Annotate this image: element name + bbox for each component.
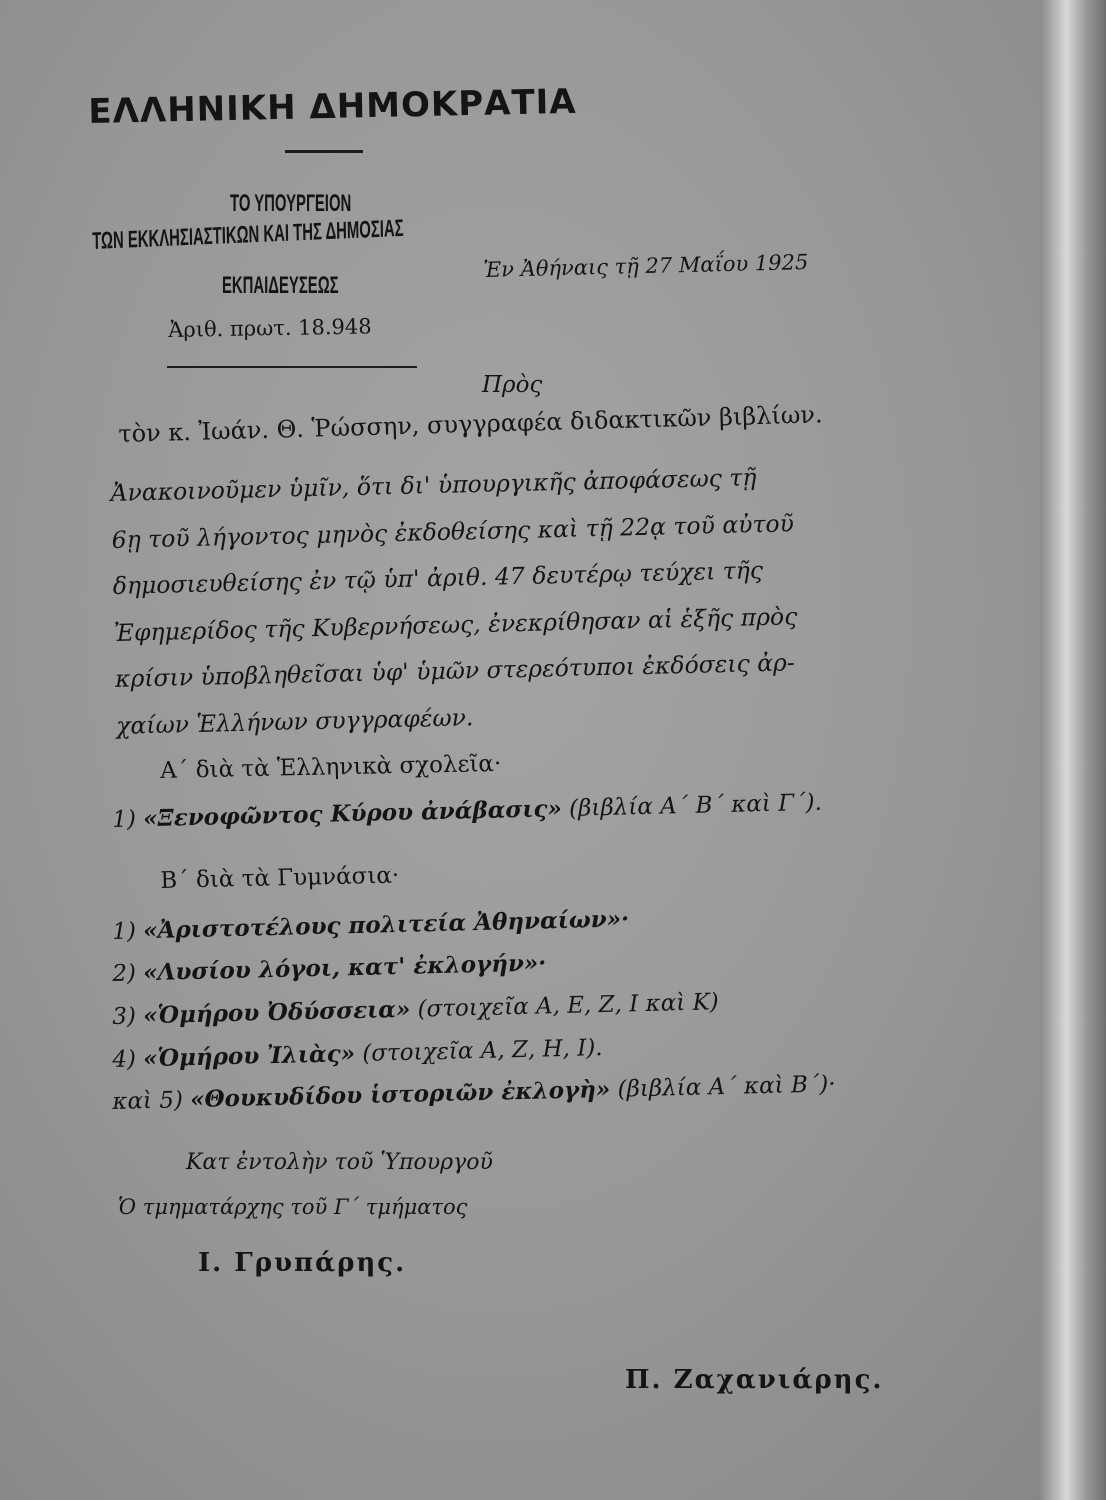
item-number: 4) (112, 1046, 137, 1073)
item-note: (στοιχεῖα Α, Ε, Ζ, Ι καὶ Κ) (417, 989, 720, 1023)
order-line: Κατ ἐντολὴν τοῦ Ὑπουργοῦ (186, 1150, 493, 1175)
body-line: δημοσιευθείσης ἐν τῷ ὑπ' ἀριθ. 47 δευτέρῳ τεύχει τῆς (112, 556, 764, 600)
item-number: καὶ 5) (112, 1087, 184, 1115)
list-item (112, 905, 629, 945)
heading-rule (285, 150, 363, 153)
item-title: «Θουκυδίδου ἱστοριῶν ἐκλογὴ» (189, 1075, 611, 1114)
ministry-line-2: ΤΩΝ ΕΚΚΛΗΣΙΑΣΤΙΚΩΝ ΚΑΙ ΤΗΣ ΔΗΜΟΣΙΑΣ (92, 214, 404, 255)
place-date: Ἐν Ἀθήναις τῇ 27 Μαΐου 1925 (483, 250, 809, 282)
recipient: τὸν κ. Ἰωάν. Θ. Ῥώσσην, συγγραφέα διδακτικῶν βιβλίων. (118, 400, 823, 448)
body-line: 6ῃ τοῦ λήγοντος μηνὸς ἐκδοθείσης καὶ τῇ 22ᾳ τοῦ αὐτοῦ (111, 508, 795, 554)
item-note: (στοιχεῖα Α, Ζ, Η, Ι). (362, 1035, 603, 1067)
item-number: 2) (112, 960, 137, 987)
ministry-line-3: ΕΚΠΑΙΔΕΥΣΕΩΣ (222, 272, 339, 299)
list-item (112, 789, 822, 833)
item-number: 3) (112, 1003, 137, 1030)
ministry-line-1: ΤΟ ΥΠΟΥΡΓΕΙΟΝ (230, 190, 352, 217)
protocol-rule (167, 366, 417, 368)
list-item (112, 1070, 836, 1115)
item-title: «Ἀριστοτέλους πολιτεία Ἀθηναίων»· (142, 905, 630, 945)
republic-heading: ΕΛΛΗΝΙΚΗ ΔΗΜΟΚΡΑΤΙΑ (88, 81, 578, 132)
item-number: 1) (112, 806, 137, 833)
item-note: (βιβλία Α΄ καὶ Β΄)· (617, 1071, 836, 1103)
item-note: (βιβλία Α΄ Β΄ καὶ Γ΄). (568, 789, 823, 822)
section-b-heading: Β΄ διὰ τὰ Γυμνάσια· (160, 862, 400, 894)
body-line: Ἀνακοινοῦμεν ὑμῖν, ὅτι δι' ὑπουργικῆς ἀποφάσεως τῇ (110, 463, 757, 507)
item-title: «Ὁμήρου Ὀδύσσεια» (142, 995, 411, 1030)
item-number: 1) (112, 918, 137, 945)
page-fold-edge (1040, 0, 1106, 1500)
protocol-number: Ἀριθ. πρωτ. 18.948 (168, 314, 372, 342)
body-line: χαίων Ἑλλήνων συγγραφέων. (115, 702, 474, 740)
item-title: «Ὁμήρου Ἰλιὰς» (142, 1040, 356, 1073)
signature: Ι. Γρυπάρης. (198, 1248, 407, 1278)
department-line: Ὁ τμηματάρχης τοῦ Γ΄ τμήματος (118, 1195, 468, 1219)
body-line: κρίσιν ὑποβληθεῖσαι ὑφ' ὑμῶν στερεότυποι ἐκδόσεις ἀρ- (114, 648, 796, 693)
second-signature: Π. Ζαχανιάρης. (625, 1365, 884, 1395)
address-to: Πρὸς (482, 372, 543, 398)
list-item (112, 988, 719, 1030)
body-line: Ἐφημερίδος τῆς Κυβερνήσεως, ἐνεκρίθησαν αἱ ἑξῆς πρὸς (113, 601, 798, 647)
letter-body (110, 449, 977, 749)
item-title: «Ξενοφῶντος Κύρου ἀνάβασις» (142, 795, 563, 833)
list-item (112, 1034, 603, 1073)
section-a-heading: Α΄ διὰ τὰ Ἑλληνικὰ σχολεῖα· (160, 750, 502, 784)
item-title: «Λυσίου λόγοι, κατ' ἐκλογήν»· (142, 949, 547, 987)
list-item (112, 949, 547, 987)
